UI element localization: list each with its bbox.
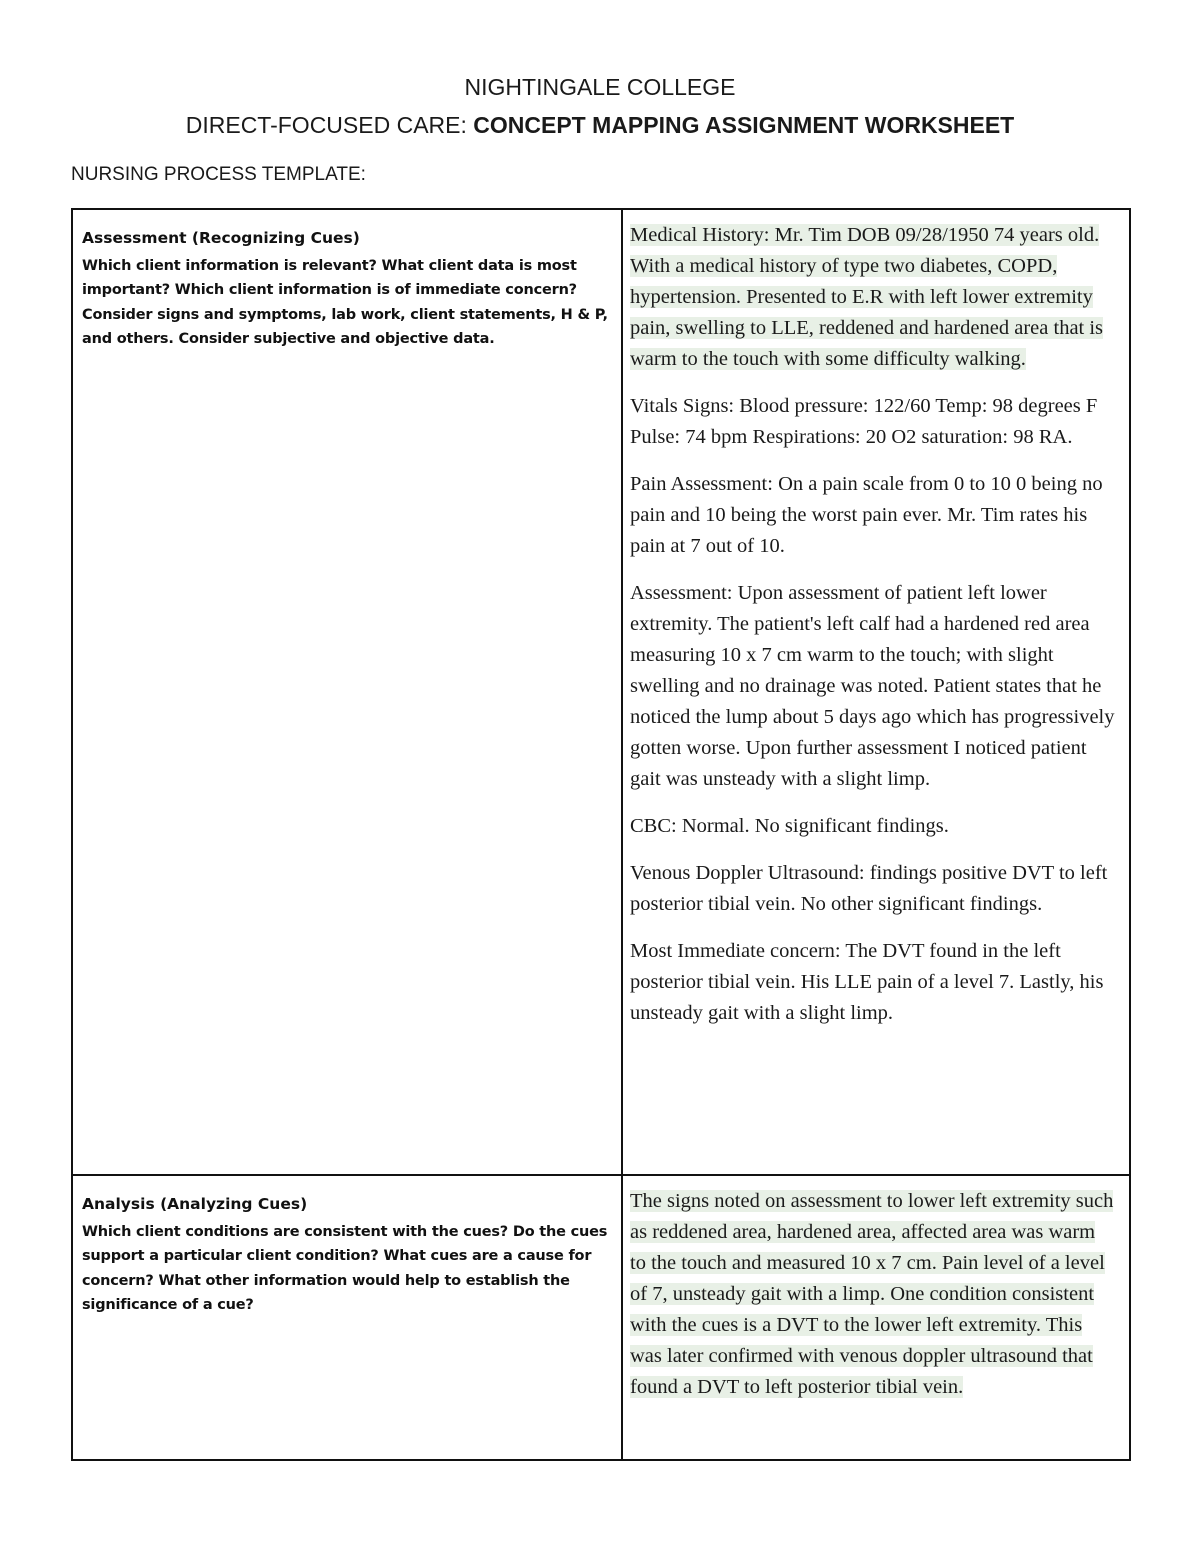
pain-paragraph: Pain Assessment: On a pain scale from 0 to 10 0 being no pain and 10 being the worst pain ever. Mr. Tim rates his pain at 7 out of 10. [630, 473, 1103, 557]
analysis-response-cell [622, 1175, 1130, 1460]
assessment-row [72, 209, 1130, 1175]
doppler-paragraph: Venous Doppler Ultrasound: findings positive DVT to left posterior tibial vein. No other significant findings. [630, 862, 1108, 915]
cbc-paragraph: CBC: Normal. No significant findings. [630, 815, 949, 837]
document-header [0, 68, 1200, 144]
college-name: NIGHTINGALE COLLEGE [464, 74, 736, 100]
assessment-response-cell [622, 209, 1130, 1175]
template-label: NURSING PROCESS TEMPLATE: [71, 164, 366, 185]
assessment-paragraph: Assessment: Upon assessment of patient left lower extremity. The patient's left calf had a hardened red area measuring 10 x 7 cm warm to the touch; with slight swelling and no drainage was noted. Patient states that he noticed the lump about 5 days ago which has progressively gotten worse. Upon further assessment I noticed patient gait was unsteady with a slight limp. [630, 582, 1115, 790]
assessment-prompt-cell [72, 209, 622, 1175]
analysis-prompt-cell [72, 1175, 622, 1460]
medical-history-paragraph [630, 220, 1115, 375]
analysis-paragraph [630, 1186, 1115, 1403]
assessment-prompt: Which client information is relevant? What client data is most important? Which client information is of immediate concern? Consider signs and symptoms, lab work, client statements, H & P, and others. Consider subjective and objective data. [82, 257, 608, 347]
worksheet-title: CONCEPT MAPPING ASSIGNMENT WORKSHEET [473, 112, 1015, 138]
immediate-concern-paragraph: Most Immediate concern: The DVT found in the left posterior tibial vein. His LLE pain of a level 7. Lastly, his unsteady gait with a slight limp. [630, 940, 1104, 1024]
analysis-response-text: The signs noted on assessment to lower left extremity such as reddened area, hardened area, affected area was warm to the touch and measured 10 x 7 cm. Pain level of a level of 7, unsteady gait with a limp. One condition consistent with the cues is a DVT to the lower left extremity. This was later confirmed with venous doppler ultrasound that found a DVT to left posterior tibial vein. [630, 1190, 1114, 1398]
worksheet-heading [0, 106, 1200, 144]
course-prefix: DIRECT-FOCUSED CARE: [185, 112, 474, 138]
analysis-prompt: Which client conditions are consistent with the cues? Do the cues support a particular client condition? What cues are a cause for concern? What other information would help to establish the significance of a cue? [82, 1223, 608, 1313]
assessment-title: Assessment (Recognizing Cues) [82, 229, 360, 247]
analysis-row [72, 1175, 1130, 1460]
nursing-process-table [71, 208, 1131, 1461]
vitals-paragraph: Vitals Signs: Blood pressure: 122/60 Temp: 98 degrees F Pulse: 74 bpm Respirations: 20 O2 saturation: 98 RA. [630, 395, 1098, 448]
analysis-title: Analysis (Analyzing Cues) [82, 1195, 308, 1213]
medical-history-text: Medical History: Mr. Tim DOB 09/28/1950 74 years old. With a medical history of type two diabetes, COPD, hypertension. Presented to E.R with left lower extremity pain, swelling to LLE, reddened and hardened area that is warm to the touch with some difficulty walking. [630, 224, 1104, 370]
